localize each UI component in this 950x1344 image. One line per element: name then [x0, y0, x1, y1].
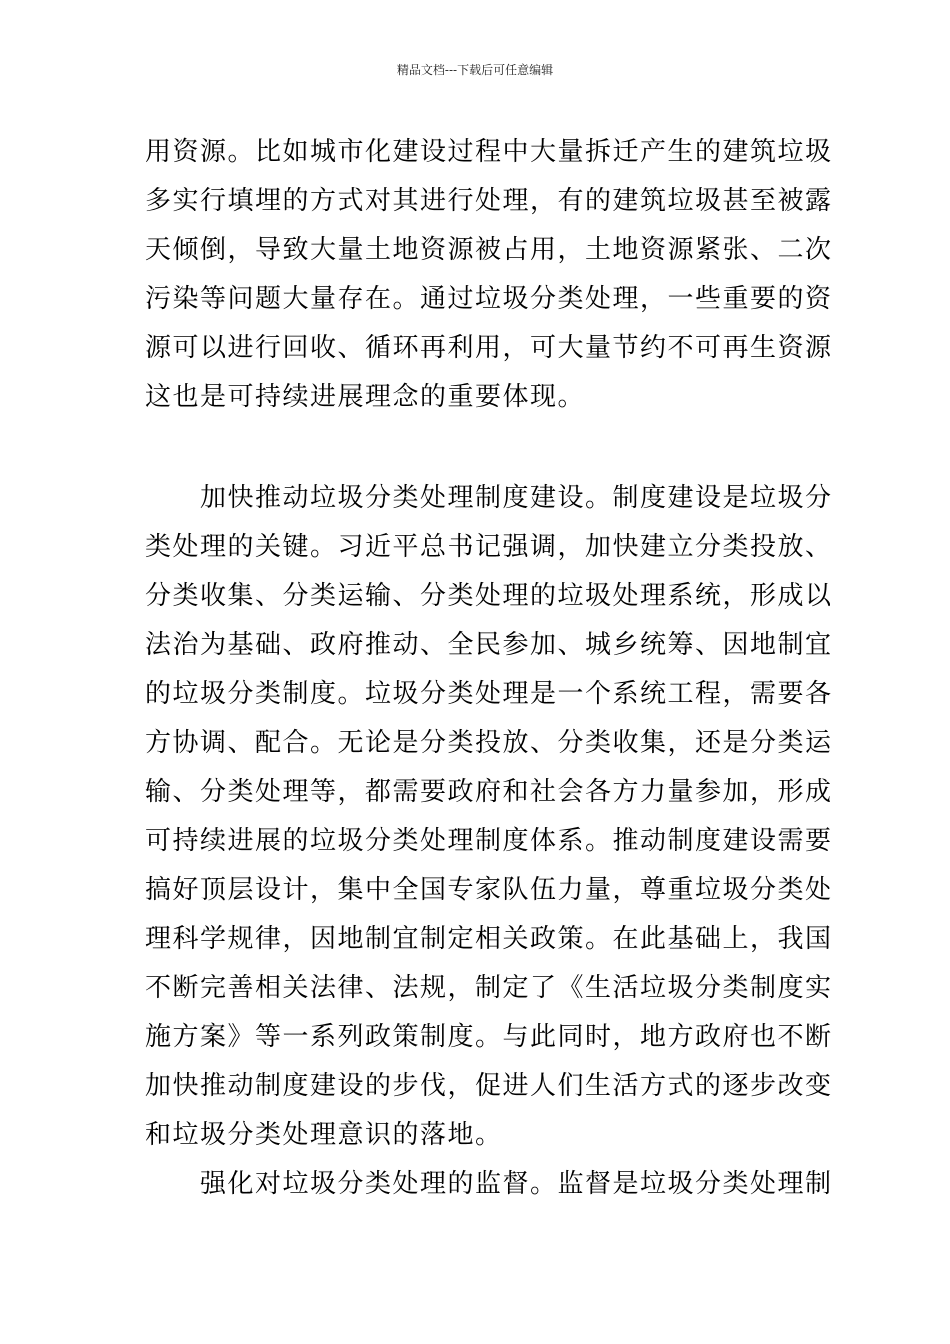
paragraph-line: 理科学规律，因地制宜制定相关政策。在此基础上，我国	[145, 924, 833, 954]
paragraph-line: 多实行填埋的方式对其进行处理，有的建筑垃圾甚至被露	[145, 186, 833, 216]
paragraph-line: 施方案》等一系列政策制度。与此同时，地方政府也不断	[145, 1022, 833, 1052]
paragraph-line: 不断完善相关法律、法规，制定了《生活垃圾分类制度实	[145, 973, 833, 1003]
paragraph-line: 这也是可持续进展理念的重要体现。	[145, 382, 586, 412]
paragraph-line: 搞好顶层设计，集中全国专家队伍力量，尊重垃圾分类处	[145, 875, 833, 905]
paragraph-line: 加快推动制度建设的步伐，促进人们生活方式的逐步改变	[145, 1071, 833, 1101]
paragraph-line: 用资源。比如城市化建设过程中大量拆迁产生的建筑垃圾	[145, 137, 833, 167]
page-header: 精品文档---下载后可任意编辑	[396, 63, 554, 77]
paragraph-line: 输、分类处理等，都需要政府和社会各方力量参加，形成	[145, 777, 833, 807]
paragraph-line: 法治为基础、政府推动、全民参加、城乡统筹、因地制宜	[145, 630, 833, 660]
paragraph-line: 的垃圾分类制度。垃圾分类处理是一个系统工程，需要各	[145, 679, 833, 709]
paragraph-line: 可持续进展的垃圾分类处理制度体系。推动制度建设需要	[145, 826, 833, 856]
paragraph-line: 类处理的关键。习近平总书记强调，加快建立分类投放、	[145, 532, 833, 562]
paragraph-line: 源可以进行回收、循环再利用，可大量节约不可再生资源	[145, 333, 833, 363]
paragraph-line: 分类收集、分类运输、分类处理的垃圾处理系统，形成以	[145, 581, 833, 611]
paragraph-line: 和垃圾分类处理意识的落地。	[145, 1120, 503, 1150]
paragraph-line: 强化对垃圾分类处理的监督。监督是垃圾分类处理制	[200, 1169, 833, 1199]
paragraph-line: 天倾倒，导致大量土地资源被占用，土地资源紧张、二次	[145, 235, 833, 265]
paragraph-line: 加快推动垃圾分类处理制度建设。制度建设是垃圾分	[200, 483, 833, 513]
paragraph-line: 污染等问题大量存在。通过垃圾分类处理，一些重要的资	[145, 284, 833, 314]
paragraph-line: 方协调、配合。无论是分类投放、分类收集，还是分类运	[145, 728, 833, 758]
